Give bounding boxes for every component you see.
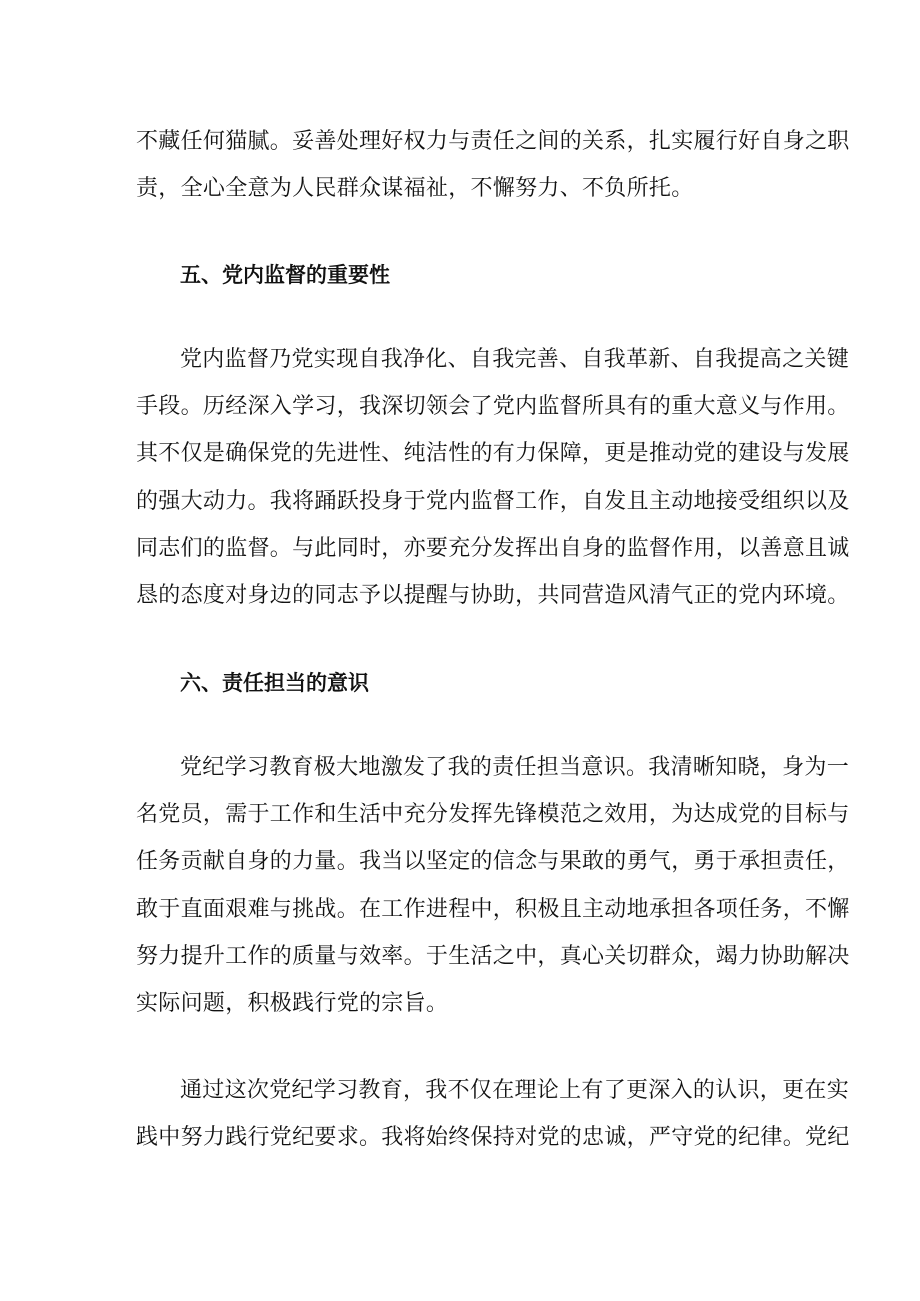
conclusion-line-2: 践中努力践行党纪要求。我将始终保持对党的忠诚，严守党的纪律。党纪 [136, 1125, 850, 1150]
section-5-line-4: 的强大动力。我将踊跃投身于党内监督工作，自发且主动地接受组织以及 [136, 489, 850, 514]
section-5-line-6: 恳的态度对身边的同志予以提醒与协助，共同营造风清气正的党内环境。 [136, 583, 850, 608]
section-6-line-4: 敢于直面艰难与挑战。在工作进程中，积极且主动地承担各项任务，不懈 [136, 897, 850, 922]
section-6-line-1: 党纪学习教育极大地激发了我的责任担当意识。我清晰知晓，身为一 [180, 755, 850, 780]
section-5-line-5: 同志们的监督。与此同时，亦要充分发挥出自身的监督作用，以善意且诚 [136, 536, 850, 561]
section-6-heading: 六、责任担当的意识 [180, 671, 369, 695]
intro-line-1: 不藏任何猫腻。妥善处理好权力与责任之间的关系，扎实履行好自身之职 [136, 129, 850, 154]
section-6-line-5: 努力提升工作的质量与效率。于生活之中，真心关切群众，竭力协助解决 [136, 944, 850, 969]
section-6-line-2: 名党员，需于工作和生活中充分发挥先锋模范之效用，为达成党的目标与 [136, 802, 850, 827]
section-5-line-3: 其不仅是确保党的先进性、纯洁性的有力保障，更是推动党的建设与发展 [136, 441, 850, 466]
section-5-heading: 五、党内监督的重要性 [180, 263, 390, 287]
section-5-line-2: 手段。历经深入学习，我深切领会了党内监督所具有的重大意义与作用。 [136, 394, 850, 419]
conclusion-line-1: 通过这次党纪学习教育，我不仅在理论上有了更深入的认识，更在实 [180, 1078, 850, 1103]
section-6-line-6: 实际问题，积极践行党的宗旨。 [136, 991, 449, 1016]
section-5-line-1: 党内监督乃党实现自我净化、自我完善、自我革新、自我提高之关键 [180, 347, 850, 372]
section-6-line-3: 任务贡献自身的力量。我当以坚定的信念与果敢的勇气，勇于承担责任， [136, 849, 850, 874]
intro-line-2: 责，全心全意为人民群众谋福祉，不懈努力、不负所托。 [136, 176, 694, 201]
